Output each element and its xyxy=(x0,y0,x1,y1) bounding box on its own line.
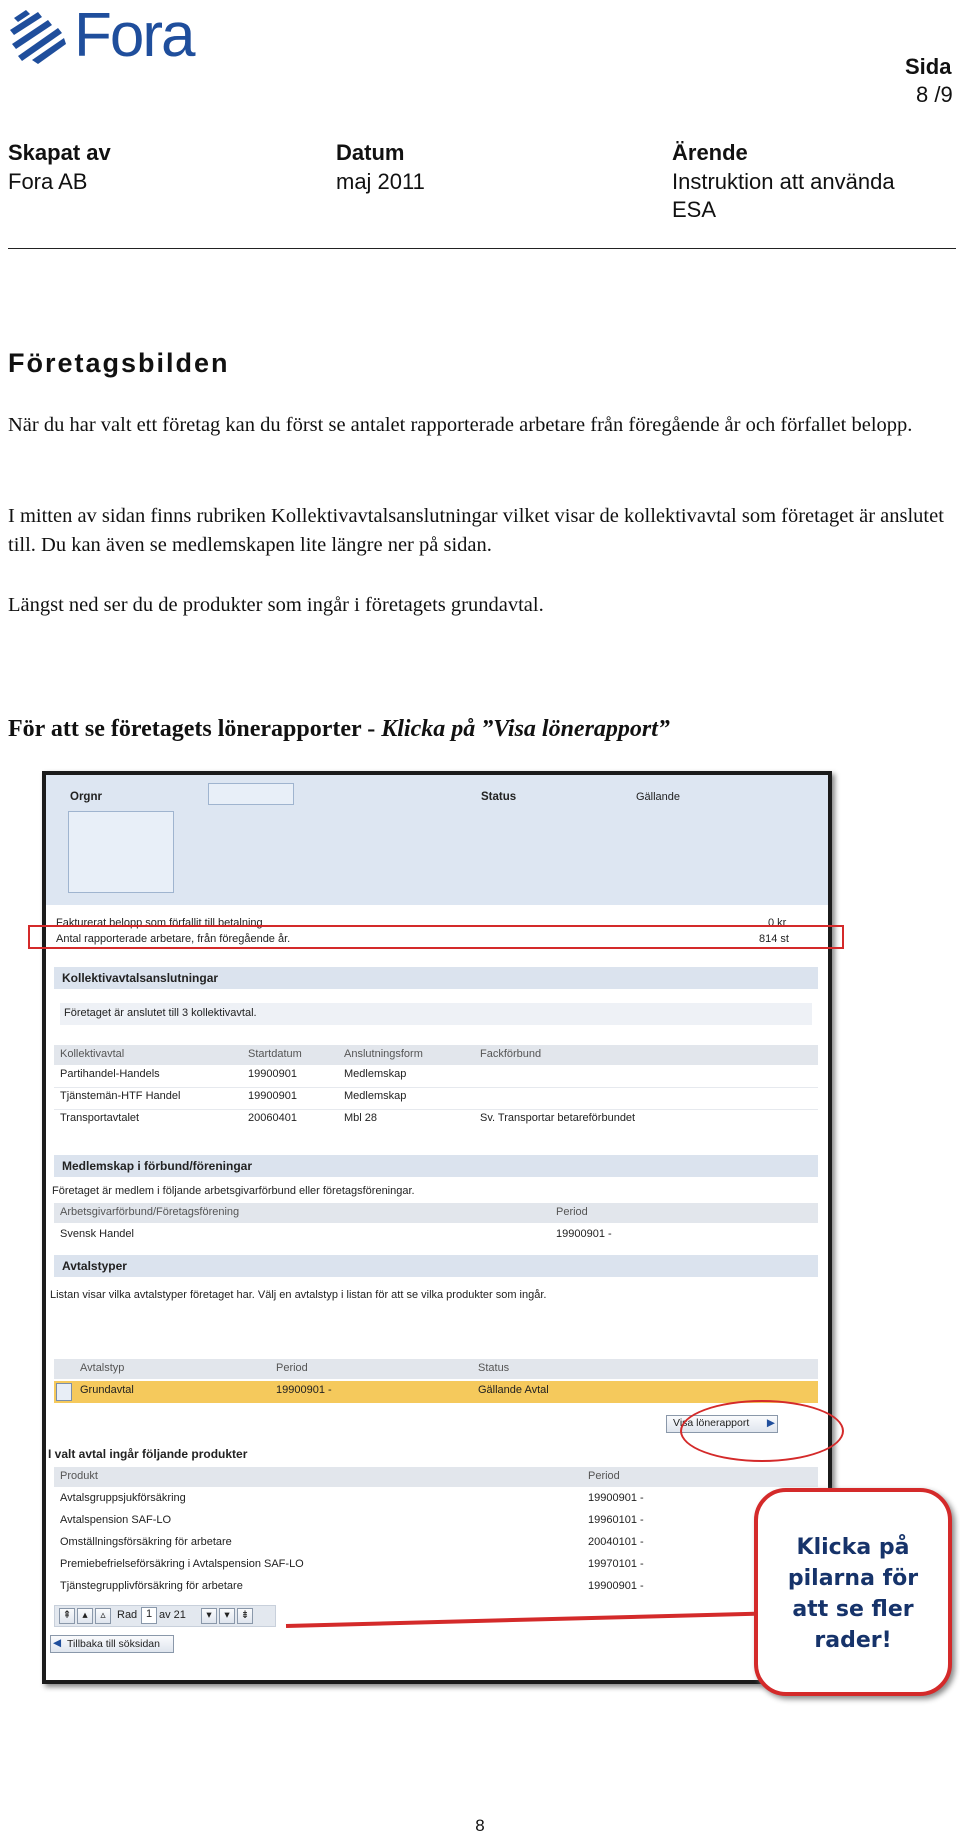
table-row[interactable] xyxy=(54,1225,818,1247)
instruction-line xyxy=(8,716,670,743)
fora-logo xyxy=(8,1,213,70)
cell: Grundavtal xyxy=(80,1384,134,1396)
cell: 19970101 - xyxy=(588,1558,644,1570)
cell: 19900901 - xyxy=(556,1228,612,1240)
medlem-desc: Företaget är medlem i följande arbetsgivarförbund eller företagsföreningar. xyxy=(52,1185,415,1197)
kollektiv-title: Kollektivavtalsanslutningar xyxy=(62,971,219,985)
invoiced-value: 0 kr xyxy=(768,917,787,929)
callout-line: pilarna för xyxy=(787,1566,919,1591)
column-header: Avtalstyp xyxy=(80,1362,125,1374)
prev-row-icon[interactable]: ▵ xyxy=(95,1608,111,1624)
produkter-title: I valt avtal ingår följande produkter xyxy=(48,1447,248,1461)
table-row[interactable] xyxy=(54,1065,818,1088)
prev-page-icon[interactable]: ▴ xyxy=(77,1608,93,1624)
cell: Avtalsgruppsjukförsäkring xyxy=(60,1492,186,1504)
fora-stripes-icon xyxy=(8,8,68,64)
cell: Premiebefrielseförsäkring i Avtalspension SAF-LO xyxy=(60,1558,304,1570)
paragraph: Längst ned ser du de produkter som ingår i företagets grundavtal. xyxy=(8,594,544,616)
pager-row-input[interactable]: 1 xyxy=(141,1607,157,1624)
created-value: Fora AB xyxy=(8,169,88,194)
subject-value-line2: ESA xyxy=(672,197,717,222)
pager-rad-label: Rad xyxy=(117,1609,138,1621)
table-header xyxy=(54,1467,818,1487)
column-header: Anslutningsform xyxy=(344,1048,423,1060)
row-select-checkbox[interactable] xyxy=(56,1383,72,1401)
avtal-section-header xyxy=(54,1255,818,1277)
pager-of-label: av 21 xyxy=(159,1609,186,1621)
page-number: 8 xyxy=(475,1816,485,1835)
last-page-icon[interactable]: ⇟ xyxy=(237,1608,253,1624)
subject-value-line1: Instruktion att använda xyxy=(672,169,895,194)
cell: Mbl 28 xyxy=(344,1112,378,1124)
cell: Gällande Avtal xyxy=(478,1384,549,1396)
cell: 19960101 - xyxy=(588,1514,644,1526)
company-detail-box xyxy=(68,811,174,893)
kollektiv-table xyxy=(54,1045,818,1133)
first-page-icon[interactable]: ⇞ xyxy=(59,1608,75,1624)
arrow-right-icon: ▶ xyxy=(766,1417,775,1429)
medlem-title: Medlemskap i förbund/föreningar xyxy=(62,1159,253,1173)
produkter-table xyxy=(54,1467,818,1595)
hint-callout xyxy=(754,1488,952,1696)
workers-highlight-box xyxy=(28,925,844,949)
next-row-icon[interactable]: ▾ xyxy=(201,1608,217,1624)
back-button-label: Tillbaka till söksidan xyxy=(67,1638,160,1650)
page-value: 8 /9 xyxy=(916,82,953,107)
cell: Tjänstemän-HTF Handel xyxy=(60,1090,181,1102)
kollektiv-section-header xyxy=(54,967,818,989)
date-value: maj 2011 xyxy=(336,169,425,194)
column-header: Arbetsgivarförbund/Företagsförening xyxy=(60,1206,240,1218)
logo-wordmark: Fora xyxy=(74,1,194,70)
table-row[interactable] xyxy=(54,1489,818,1511)
callout-line: att se fler xyxy=(792,1597,914,1622)
page-label: Sida xyxy=(905,54,952,79)
status-label: Status xyxy=(481,791,517,803)
cell: Medlemskap xyxy=(344,1090,407,1102)
pager-toolbar xyxy=(54,1605,276,1627)
cell: Sv. Transportar betareförbundet xyxy=(480,1112,636,1124)
cell: Tjänstegrupplivförsäkring för arbetare xyxy=(60,1580,243,1592)
cell: Svensk Handel xyxy=(60,1228,134,1240)
table-header xyxy=(54,1359,818,1379)
callout-line: Klicka på xyxy=(796,1535,910,1560)
visa-button-label: Visa lönerapport xyxy=(673,1417,750,1429)
table-row[interactable] xyxy=(54,1577,818,1599)
orgnr-label: Orgnr xyxy=(70,791,102,803)
cell: Transportavtalet xyxy=(60,1112,140,1124)
table-row[interactable] xyxy=(54,1533,818,1555)
cell: Partihandel-Handels xyxy=(60,1068,160,1080)
date-label: Datum xyxy=(336,140,405,165)
cell: 19900901 xyxy=(248,1068,297,1080)
table-row[interactable] xyxy=(54,1087,818,1110)
table-row[interactable] xyxy=(54,1109,818,1131)
table-row[interactable] xyxy=(54,1511,818,1533)
callout-line: rader! xyxy=(814,1628,892,1653)
column-header: Status xyxy=(478,1362,510,1374)
column-header: Period xyxy=(276,1362,308,1374)
subject-label: Ärende xyxy=(672,140,748,165)
back-to-search-button[interactable] xyxy=(50,1635,174,1653)
column-header: Startdatum xyxy=(248,1048,302,1060)
next-page-icon[interactable]: ▾ xyxy=(219,1608,235,1624)
column-header: Produkt xyxy=(60,1470,98,1482)
header-divider xyxy=(8,248,956,249)
medlem-section-header xyxy=(54,1155,818,1177)
section-heading: Företagsbilden xyxy=(8,348,230,378)
column-header: Period xyxy=(556,1206,588,1218)
cell: Omställningsförsäkring för arbetare xyxy=(60,1536,232,1548)
paragraph: I mitten av sidan finns rubriken Kollektivavtalsanslutningar vilket visar de kollektivavtal som företaget är anslutet till. Du kan även se medlemskapen lite längre ner på sidan. xyxy=(8,505,944,556)
cell: 19900901 - xyxy=(276,1384,332,1396)
workers-value: 814 st xyxy=(759,933,789,945)
avtal-desc: Listan visar vilka avtalstyper företaget har. Välj en avtalstyp i listan för att se vilka produkter som ingår. xyxy=(50,1289,547,1301)
table-header xyxy=(54,1203,818,1223)
cell: 19900901 - xyxy=(588,1492,644,1504)
cell: 20060401 xyxy=(248,1112,297,1124)
table-row-selected[interactable] xyxy=(54,1381,818,1403)
instruction-italic: Klicka på ”Visa lönerapport” xyxy=(381,716,670,742)
orgnr-field[interactable] xyxy=(208,783,294,805)
cell: 19900901 xyxy=(248,1090,297,1102)
gallande-label: Gällande xyxy=(636,791,681,803)
kollektiv-desc: Företaget är anslutet till 3 kollektivavtal. xyxy=(64,1007,257,1019)
medlem-table xyxy=(54,1203,818,1247)
paragraph: När du har valt ett företag kan du först se antalet rapporterade arbetare från föregående år och förfallet belopp. xyxy=(8,414,913,436)
cell: Medlemskap xyxy=(344,1068,407,1080)
esa-screenshot xyxy=(42,771,832,1684)
instruction-text: För att se företagets lönerapporter - xyxy=(8,716,382,742)
cell: Avtalspension SAF-LO xyxy=(60,1514,172,1526)
cell: 20040101 - xyxy=(588,1536,644,1548)
arrow-left-icon: ◀ xyxy=(53,1637,62,1649)
column-header: Kollektivavtal xyxy=(60,1048,125,1060)
workers-label: Antal rapporterade arbetare, från föregående år. xyxy=(56,933,291,945)
column-header: Fackförbund xyxy=(480,1048,542,1060)
avtal-table xyxy=(54,1359,818,1403)
cell: 19900901 - xyxy=(588,1580,644,1592)
invoiced-label: Fakturerat belopp som förfallit till betalning xyxy=(56,917,263,929)
visa-button-highlight-ellipse xyxy=(680,1400,844,1462)
table-row[interactable] xyxy=(54,1555,818,1577)
created-label: Skapat av xyxy=(8,140,111,165)
table-header xyxy=(54,1045,818,1065)
avtal-title: Avtalstyper xyxy=(62,1259,127,1273)
column-header: Period xyxy=(588,1470,620,1482)
